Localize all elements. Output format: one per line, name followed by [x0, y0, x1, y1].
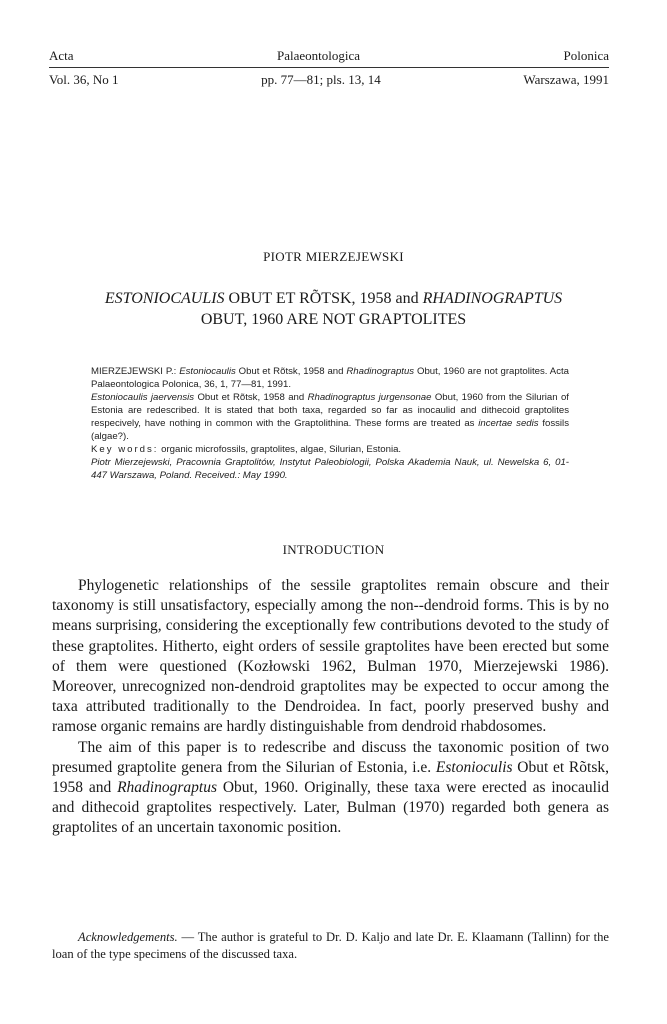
title-part-1: OBUT ET RÕTSK, 1958 and	[224, 290, 423, 307]
paper-title	[40, 288, 627, 330]
acknowledgements-paragraph	[52, 929, 609, 963]
citation-author: MIERZEJEWSKI P.:	[91, 366, 180, 377]
section-heading: INTRODUCTION	[282, 542, 385, 557]
p2-text-1: The aim of this paper is to redescribe and discuss the taxonomic position of two presumed graptolite genera from the Silurian of Estonia, i.e.	[52, 738, 609, 776]
running-header-row2	[49, 72, 609, 88]
acknowledgements-label: Acknowledgements.	[78, 930, 178, 944]
p2-genus-2: Rhadinograptus	[117, 779, 217, 797]
citation-text-2: Obut, 1960 are not graptolites. Acta Palaeontologica Polonica, 36, 1, 77—81, 1991.	[91, 366, 569, 390]
abstract-keywords	[91, 443, 569, 456]
p2-text-3: Obut, 1960. Originally, these taxa were erected as inocaulid and dithecoid graptolites respectively. Later, Bulman (1970) regarded both genera as graptolites of an uncertain taxonomic position.	[52, 779, 609, 837]
author-address: Piotr Mierzejewski, Pracownia Graptolitów, Instytut Paleobiologii, Polska Akademia Nauk, ul. Newelska 6, 01-447 Warszawa, Poland. Received.: May 1990.	[91, 457, 569, 481]
journal-name-left: Acta	[49, 48, 74, 63]
author-name: PIOTR MIERZEJEWSKI	[263, 249, 404, 264]
abstract-address	[91, 456, 569, 482]
title-genus-1: ESTONIOCAULIS	[104, 290, 225, 307]
p2-genus-1: Estonioculis	[435, 758, 513, 776]
title-genus-2: RHADINOGRAPTUS	[422, 290, 563, 307]
citation-genus-1: Estoniocaulis	[179, 366, 236, 377]
p2-text-2: Obut et Rõtsk, 1958 and	[52, 758, 609, 797]
title-part-2: OBUT, 1960 ARE NOT GRAPTOLITES	[200, 311, 467, 328]
summary-incertae-sedis: incertae sedis	[478, 418, 539, 429]
abstract-block	[91, 365, 569, 482]
abstract-citation	[91, 365, 569, 391]
running-header-row1	[49, 48, 609, 64]
summary-species-2: Rhadinograptus jurgensonae	[307, 392, 432, 403]
header-rule	[49, 67, 609, 68]
summary-text-3: fossils (algae?).	[91, 418, 569, 442]
acknowledgements-text: — The author is grateful to Dr. D. Kaljo and late Dr. E. Klaamann (Tallinn) for the loan of the type specimens of the discussed taxa.	[52, 930, 609, 961]
volume-issue: Vol. 36, No 1	[49, 72, 119, 87]
journal-name-center: Palaeontologica	[277, 48, 361, 63]
acknowledgements	[52, 929, 609, 963]
summary-species-1: Estoniocaulis jaervensis	[91, 392, 195, 403]
citation-text-1: Obut et Rõtsk, 1958 and	[235, 366, 347, 377]
summary-text-2: Obut, 1960 from the Silurian of Estonia are redescribed. It is stated that both taxa, regarded so far as inocaulid and dithecoid graptolites respecively, have nothing in common with the Graptolithina. These forms are treated as	[91, 392, 569, 429]
summary-text-1: Obut et Rõtsk, 1958 and	[194, 392, 308, 403]
keywords-label: Key words:	[91, 444, 159, 455]
citation-genus-2: Rhadinograptus	[346, 366, 415, 377]
body-paragraph-1: Phylogenetic relationships of the sessile graptolites remain obscure and their taxonomy is still unsatisfactory, especially among the non--dendroid forms. This is by no means surprising, considering the exceptionally few contributions devoted to the study of these graptolites. Hitherto, eight orders of sessile graptolites have been erected but some of them were questioned (Kozłowski 1962, Bulman 1970, Mierzejewski 1986). Moreover, unrecognized non-dendroid graptolites may be expected to occur among the taxa attributed traditionally to the Dendroidea. In fact, poorly preserved bushy and ramose organic remains are hardly distinguishable from dendroid rhabdosomes.	[52, 577, 609, 736]
journal-name-right: Polonica	[563, 48, 609, 63]
place-year: Warszawa, 1991	[523, 72, 609, 87]
page-range: pp. 77—81; pls. 13, 14	[261, 72, 381, 87]
body-paragraph-2	[52, 738, 609, 839]
introduction-text	[52, 576, 609, 839]
abstract-summary	[91, 391, 569, 443]
keywords-text: organic microfossils, graptolites, algae, Silurian, Estonia.	[158, 444, 402, 455]
